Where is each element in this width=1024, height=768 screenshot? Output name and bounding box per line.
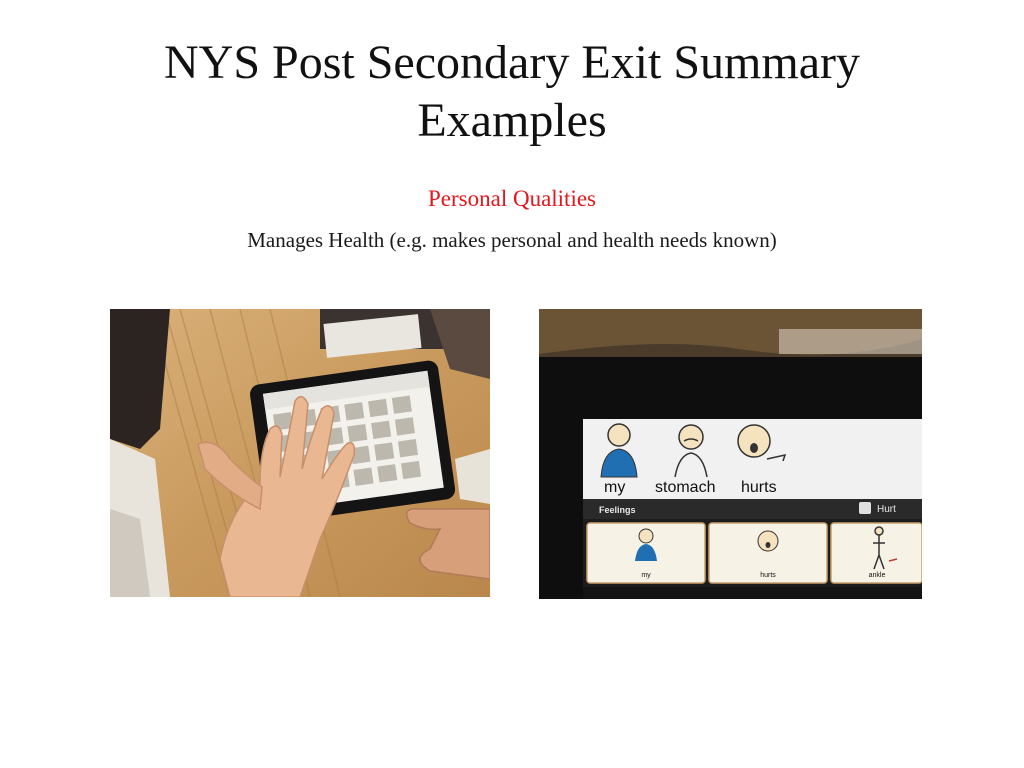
grid-label-hurts: hurts [760,572,776,579]
sentence-word-2: stomach [655,479,716,496]
slide-title [60,34,964,150]
category-label: Feelings [599,505,636,515]
sentence-word-3: hurts [741,479,777,496]
photo-aac-app-screen [539,309,922,599]
aac-app-illustration [539,309,922,599]
photo-tablet-hands-illustration [110,309,490,597]
hurt-button-icon [859,502,871,514]
grid-hurts-icon [758,531,778,551]
photo-tablet-hands [110,309,490,597]
slide-description: Manages Health (e.g. makes personal and health needs known) [247,228,777,252]
sentence-word-1: my [604,479,626,496]
slide-title-line1: NYS Post Secondary Exit Summary [164,36,860,89]
slide-title-line2: Examples [417,94,607,147]
grid-label-my: my [641,572,651,579]
grid-label-ankle: ankle [868,572,886,579]
hurt-button-label: Hurt [877,504,896,515]
slide-subtitle: Personal Qualities [428,186,596,211]
